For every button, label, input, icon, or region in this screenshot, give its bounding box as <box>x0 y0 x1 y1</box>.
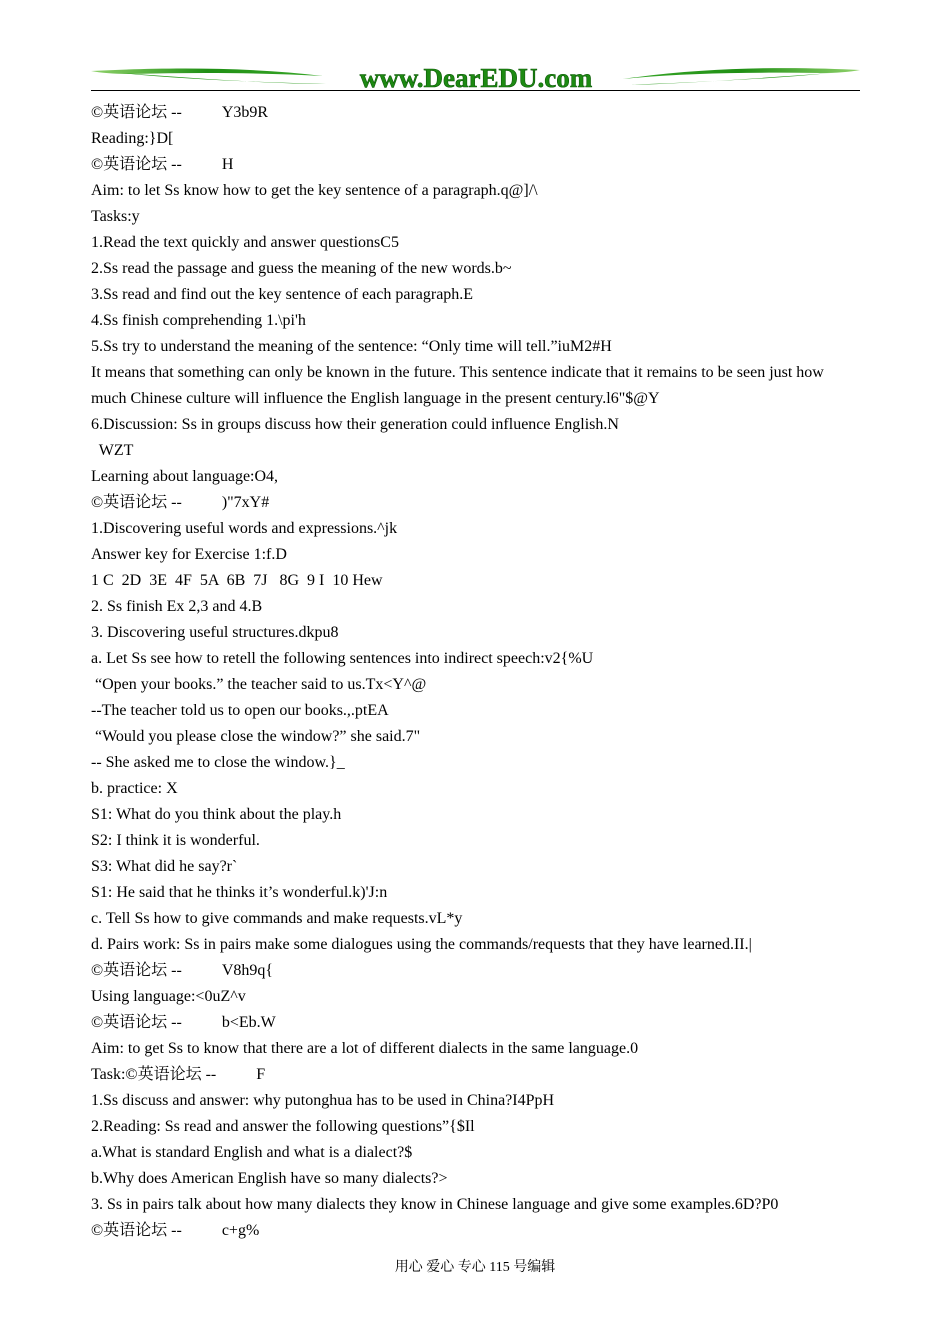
text-line: ©英语论坛 -- H <box>91 156 234 173</box>
page-footer: 用心 爱心 专心 115 号编辑 <box>394 1260 556 1275</box>
text-line: 1 C 2D 3E 4F 5A 6B 7J 8G 9 I 10 Hew <box>91 572 383 589</box>
section-heading-reading: Reading:}D[ <box>91 130 174 147</box>
text-line: 1.Ss discuss and answer: why putonghua has to be used in China?I4PpH <box>91 1092 555 1109</box>
site-title-text: www.DearEDU.com <box>359 63 593 92</box>
text-line: a.What is standard English and what is a dialect?$ <box>91 1144 413 1161</box>
header-swoosh-graphic <box>91 62 860 92</box>
text-line: 1.Read the text quickly and answer questionsC5 <box>91 234 399 251</box>
text-line: 3.Ss read and find out the key sentence of each paragraph.E <box>91 286 474 303</box>
text-line: -- She asked me to close the window.}_ <box>91 754 345 771</box>
text-line: 2.Ss read the passage and guess the meaning of the new words.b~ <box>91 260 512 277</box>
text-line: b. practice: X <box>91 780 178 797</box>
text-line: b.Why does American English have so many dialects?> <box>91 1170 448 1187</box>
text-line: S3: What did he say?r` <box>91 858 238 875</box>
header-divider <box>91 90 860 91</box>
text-line: Task:©英语论坛 -- F <box>91 1066 266 1083</box>
text-line: 5.Ss try to understand the meaning of the sentence: “Only time will tell.”iuM2#H <box>91 338 612 355</box>
text-line: 2. Ss finish Ex 2,3 and 4.B <box>91 598 263 615</box>
text-line: ©英语论坛 -- c+g% <box>91 1222 260 1239</box>
text-line: 1.Discovering useful words and expressions.^jk <box>91 520 398 537</box>
text-line: d. Pairs work: Ss in pairs make some dialogues using the commands/requests that they have learned.II.| <box>91 936 752 953</box>
text-line: --The teacher told us to open our books.,.ptEA <box>91 702 389 719</box>
text-line: Tasks:y <box>91 208 140 225</box>
left-swoosh <box>91 69 323 76</box>
text-line: S2: I think it is wonderful. <box>91 832 260 849</box>
text-line: “Open your books.” the teacher said to us.Tx<Y^@ <box>91 676 427 693</box>
text-line: 3. Ss in pairs talk about how many dialects they know in Chinese language and give some examples.6D?P0 <box>91 1196 779 1213</box>
text-line: Aim: to get Ss to know that there are a lot of different dialects in the same language.0 <box>91 1040 639 1057</box>
text-line: Aim: to let Ss know how to get the key sentence of a paragraph.q@]/\ <box>91 182 538 199</box>
text-line: ©英语论坛 -- )"7xY# <box>91 494 270 511</box>
text-line: 3. Discovering useful structures.dkpu8 <box>91 624 339 641</box>
text-line: S1: He said that he thinks it’s wonderful.k)'J:n <box>91 884 388 901</box>
text-line: ©英语论坛 -- Y3b9R <box>91 104 269 121</box>
text-line: c. Tell Ss how to give commands and make requests.vL*y <box>91 910 463 927</box>
text-paragraph: It means that something can only be known in the future. This sentence indicate that it remains to be seen just how much Chinese culture will influence the English language in the present century.l6"$@Y <box>91 364 824 407</box>
text-line: a. Let Ss see how to retell the following sentences into indirect speech:v2{%U <box>91 650 594 667</box>
site-header-banner <box>91 62 860 92</box>
document-body <box>91 100 860 1244</box>
text-line: “Would you please close the window?” she said.7" <box>91 728 421 745</box>
text-line: WZT <box>91 442 134 459</box>
text-line: 6.Discussion: Ss in groups discuss how their generation could influence English.N <box>91 416 619 433</box>
text-line: S1: What do you think about the play.h <box>91 806 342 823</box>
text-line: Answer key for Exercise 1:f.D <box>91 546 287 563</box>
text-line: ©英语论坛 -- b<Eb.W <box>91 1014 276 1031</box>
section-heading-using-language: Using language:<0uZ^v <box>91 988 246 1005</box>
text-line: 4.Ss finish comprehending 1.\pi'h <box>91 312 306 329</box>
section-heading-learning-about-language: Learning about language:O4, <box>91 468 279 485</box>
text-line: ©英语论坛 -- V8h9q{ <box>91 962 274 979</box>
text-line: 2.Reading: Ss read and answer the following questions”{$Il <box>91 1118 475 1135</box>
